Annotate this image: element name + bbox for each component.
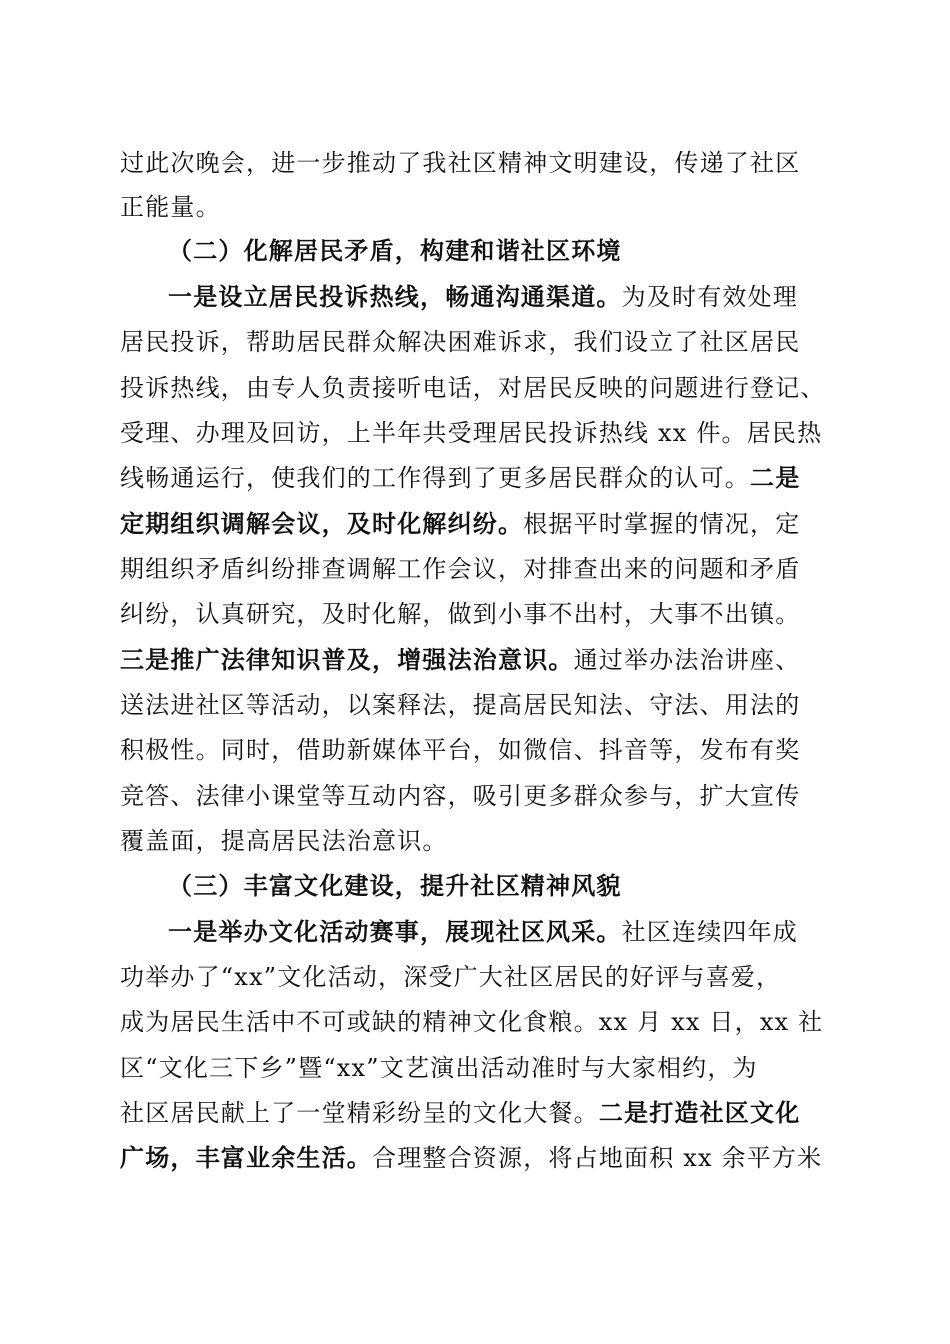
bold-lead: 广场，丰富业余生活。: [120, 1143, 372, 1172]
text-span: 积极性。同时，借助新媒体平台，如微信、抖音等，发布有奖: [120, 736, 801, 764]
text-span: 投诉热线，由专人负责接听电话，对居民反映的问题进行登记、: [120, 374, 826, 402]
text-span: 过此次晚会，进一步推动了我社区精神文明建设，传递了社区: [120, 149, 801, 177]
text-span: 通过举办法治讲座、: [573, 646, 801, 674]
text-span: 受理、办理及回访，上半年共受理居民投诉热线 xx 件。居民热: [120, 419, 823, 447]
text-line: [120, 1046, 758, 1090]
text-span: 合理整合资源，将占地面积 xx 余平方米: [372, 1144, 823, 1172]
text-line: [120, 502, 800, 546]
heading-text: （二）化解居民矛盾，构建和谐社区环境: [168, 236, 622, 265]
text-line: [120, 411, 822, 455]
text-line: [120, 638, 800, 682]
text-line: [120, 1091, 800, 1135]
text-span: 居民投诉，帮助居民群众解决困难诉求，我们设立了社区居民: [120, 328, 801, 356]
text-line: [120, 819, 448, 863]
text-line: [120, 141, 800, 185]
text-span: 覆盖面，提高居民法治意识。: [120, 827, 448, 855]
text-span: 为及时有效处理: [621, 283, 799, 311]
bold-lead: 定期组织调解会议，及时化解纠纷。: [120, 509, 524, 538]
bold-lead: 二是打造社区文化: [598, 1098, 801, 1127]
text-line: [120, 683, 800, 727]
text-line: [120, 547, 800, 591]
section-heading-2: [168, 229, 622, 273]
text-span: 社区连续四年成: [621, 918, 799, 946]
text-span: 期组织矛盾纠纷排查调解工作会议，对排查出来的问题和矛盾: [120, 555, 801, 583]
text-line: [120, 456, 800, 500]
text-span: 区“文化三下乡”暨“xx”文艺演出活动准时与大家相约，为: [120, 1054, 758, 1082]
text-span: 功举办了“xx”文化活动，深受广大社区居民的好评与喜爱，: [120, 963, 782, 991]
text-span: 送法进社区等活动，以案释法，提高居民知法、守法、用法的: [120, 691, 801, 719]
text-span: 竞答、法律小课堂等互动内容，吸引更多群众参与，扩大宣传: [120, 782, 801, 810]
text-span: 正能量。: [120, 193, 221, 221]
text-line: [120, 728, 800, 772]
text-line: [120, 366, 826, 410]
text-line: [120, 185, 221, 229]
text-span: 成为居民生活中不可或缺的精神文化食粮。xx 月 xx 日，xx 社: [120, 1008, 824, 1036]
text-line: [120, 955, 781, 999]
text-span: 根据平时掌握的情况，定: [523, 510, 801, 538]
text-line: [120, 1000, 823, 1044]
bold-lead: 二是: [750, 463, 801, 492]
text-span: 社区居民献上了一堂精彩纷呈的文化大餐。: [120, 1099, 599, 1127]
text-line: [120, 592, 800, 636]
text-span: 线畅通运行，使我们的工作得到了更多居民群众的认可。: [120, 464, 750, 492]
text-span: 纠纷，认真研究，及时化解，做到小事不出村，大事不出镇。: [120, 600, 801, 628]
text-line: [120, 1136, 822, 1180]
text-line: [168, 275, 798, 319]
text-line: [120, 774, 800, 818]
text-line: [120, 320, 800, 364]
bold-lead: 一是设立居民投诉热线，畅通沟通渠道。: [168, 282, 622, 311]
bold-lead: 一是举办文化活动赛事，展现社区风采。: [168, 917, 622, 946]
section-heading-3: [168, 864, 622, 908]
heading-text: （三）丰富文化建设，提升社区精神风貌: [168, 871, 622, 900]
bold-lead: 三是推广法律知识普及，增强法治意识。: [120, 645, 574, 674]
text-line: [168, 910, 798, 954]
